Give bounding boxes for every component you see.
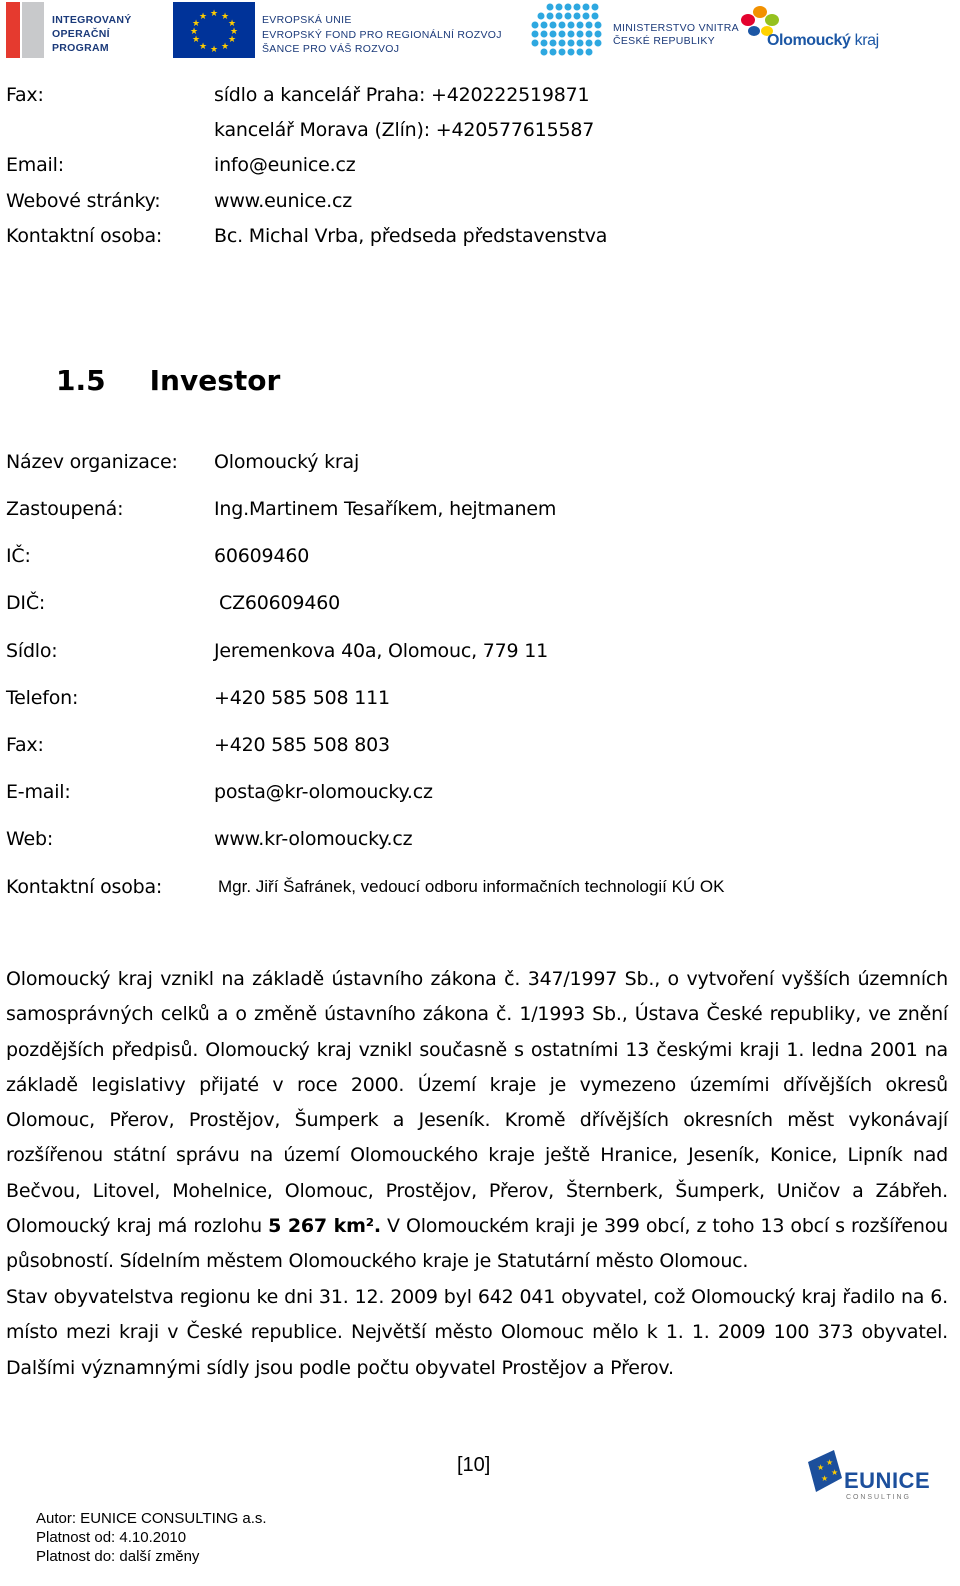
olk-logo-word-1: Olomoucký <box>767 32 851 49</box>
mvcr-line-2: ČESKÉ REPUBLIKY <box>613 35 715 47</box>
svg-text:★: ★ <box>209 45 219 55</box>
olk-logo-word-2: kraj <box>854 32 879 49</box>
footer-valid-to: Platnost do: další změny <box>36 1548 200 1565</box>
investor-value-represented: Ing.Martinem Tesaříkem, hejtmanem <box>214 498 557 520</box>
svg-text:★: ★ <box>189 27 199 37</box>
svg-text:★: ★ <box>831 1468 839 1477</box>
investor-value-phone: +420 585 508 111 <box>214 687 390 709</box>
section-heading <box>56 364 280 397</box>
eu-line-2: EVROPSKÝ FOND PRO REGIONÁLNÍ ROZVOJ <box>262 29 502 41</box>
investor-label-dic: DIČ: <box>6 592 46 614</box>
paragraph-2-text: Stav obyvatelstva regionu ke dni 31. 12. 2009 byl 642 041 obyvatel, což Olomoucký kraj řadilo na 6. místo mezi kraji v České republice. Největší město Olomouc mělo k 1. 1. 2009 100 373 obyvatel. Dalšími významnými sídly jsou podle počtu obyvatel Prostějov a Přerov. <box>6 1286 948 1379</box>
investor-value-fax: +420 585 508 803 <box>214 734 390 756</box>
investor-label-web: Web: <box>6 828 54 850</box>
mvcr-line-1: MINISTERSTVO VNITRA <box>613 22 739 34</box>
investor-label-represented: Zastoupená: <box>6 498 124 520</box>
iop-line-3: PROGRAM <box>52 42 109 54</box>
svg-text:★: ★ <box>826 1458 834 1467</box>
footer-valid-from: Platnost od: 4.10.2010 <box>36 1529 187 1546</box>
svg-text:★: ★ <box>821 1474 829 1483</box>
olk-logo-text <box>767 32 879 50</box>
paragraph-1-text: Olomoucký kraj vznikl na základě ústavního zákona č. 347/1997 Sb., o vytvoření vyšších územních samosprávných celků a o změně ústavního zákona č. 1/1993 Sb., Ústava České republiky, ve znění pozdějších předpisů. Olomoucký kraj vznikl současně s ostatními 13 českými kraji 1. ledna 2001 na základě legislativy přijaté v roce 2000. Území kraje je vymezeno územími dřívějších okresů Olomouc, Přerov, Prostějov, Šumperk a Jeseník. Kromě dřívějších okresních měst vykonávají rozšířenou státní správu na území Olomouckého kraje ještě Hranice, Jeseník, Konice, Lipník nad Bečvou, Litovel, Mohelnice, Olomouc, Prostějov, Přerov, Šternberk, Šumperk, Uničov a Zábřeh. Olomoucký kraj má rozlohu <box>6 968 948 1238</box>
eunice-flag-icon <box>804 1448 848 1494</box>
paragraph-region-origin <box>6 962 948 1280</box>
contact-value-person: Bc. Michal Vrba, předseda představenstva <box>214 225 608 247</box>
header-logos <box>0 0 960 62</box>
svg-text:★: ★ <box>229 27 239 37</box>
iop-line-1: INTEGROVANÝ <box>52 14 132 26</box>
contact-label-email: Email: <box>6 154 64 176</box>
section-title: Investor <box>149 364 281 397</box>
svg-text:★: ★ <box>220 12 230 22</box>
investor-label-name: Název organizace: <box>6 451 178 473</box>
page-number: [10] <box>457 1454 491 1476</box>
investor-label-seat: Sídlo: <box>6 640 58 662</box>
eu-flag-icon <box>173 2 255 58</box>
investor-value-seat: Jeremenkova 40a, Olomouc, 779 11 <box>214 640 549 662</box>
footer-author: Autor: EUNICE CONSULTING a.s. <box>36 1510 267 1527</box>
eu-line-1: EVROPSKÁ UNIE <box>262 14 352 26</box>
svg-text:★: ★ <box>191 19 201 29</box>
svg-text:★: ★ <box>209 9 219 19</box>
contact-value-fax-praha: sídlo a kancelář Praha: +420222519871 <box>214 84 590 106</box>
investor-label-contact: Kontaktní osoba: <box>6 876 163 898</box>
investor-value-email: posta@kr-olomoucky.cz <box>214 781 433 803</box>
svg-text:★: ★ <box>817 1463 825 1472</box>
iop-mark-icon <box>6 2 56 58</box>
investor-label-phone: Telefon: <box>6 687 79 709</box>
investor-value-name: Olomoucký kraj <box>214 451 360 473</box>
investor-value-web: www.kr-olomoucky.cz <box>214 828 413 850</box>
paragraph-population <box>6 1280 948 1386</box>
investor-value-contact: Mgr. Jiří Šafránek, vedoucí odboru informačních technologií KÚ OK <box>218 877 725 896</box>
eunice-logo-text: EUNICE <box>844 1468 931 1493</box>
iop-logo <box>6 2 148 58</box>
contact-value-web: www.eunice.cz <box>214 190 352 212</box>
contact-value-email: info@eunice.cz <box>214 154 356 176</box>
eu-line-3: ŠANCE PRO VÁŠ ROZVOJ <box>262 43 400 55</box>
svg-text:★: ★ <box>220 42 230 52</box>
section-number: 1.5 <box>56 364 106 397</box>
contact-label-person: Kontaktní osoba: <box>6 225 163 247</box>
contact-label-web: Webové stránky: <box>6 190 161 212</box>
svg-text:★: ★ <box>227 35 237 45</box>
paragraph-1-text-end: V Olomouckém kraji je 399 obcí, z toho 13 obcí s rozšířenou působností. Sídelním městem Olomouckého kraje je Statutární město Olomouc. <box>6 1215 948 1273</box>
investor-value-ic: 60609460 <box>214 545 310 567</box>
investor-label-fax: Fax: <box>6 734 44 756</box>
investor-label-ic: IČ: <box>6 545 31 567</box>
region-area-value: 5 267 km². <box>268 1215 381 1238</box>
contact-label-fax: Fax: <box>6 84 44 106</box>
mvcr-dots-icon <box>530 2 604 58</box>
contact-value-fax-morava: kancelář Morava (Zlín): +420577615587 <box>214 119 595 141</box>
eunice-logo-subtext: C O N S U L T I N G <box>846 1494 909 1501</box>
svg-text:★: ★ <box>191 35 201 45</box>
iop-line-2: OPERAČNÍ <box>52 28 110 40</box>
eunice-logo <box>804 1448 931 1508</box>
investor-value-dic: CZ60609460 <box>219 592 340 614</box>
svg-text:★: ★ <box>227 19 237 29</box>
svg-text:★: ★ <box>198 42 208 52</box>
svg-text:★: ★ <box>198 12 208 22</box>
investor-label-email: E-mail: <box>6 781 71 803</box>
